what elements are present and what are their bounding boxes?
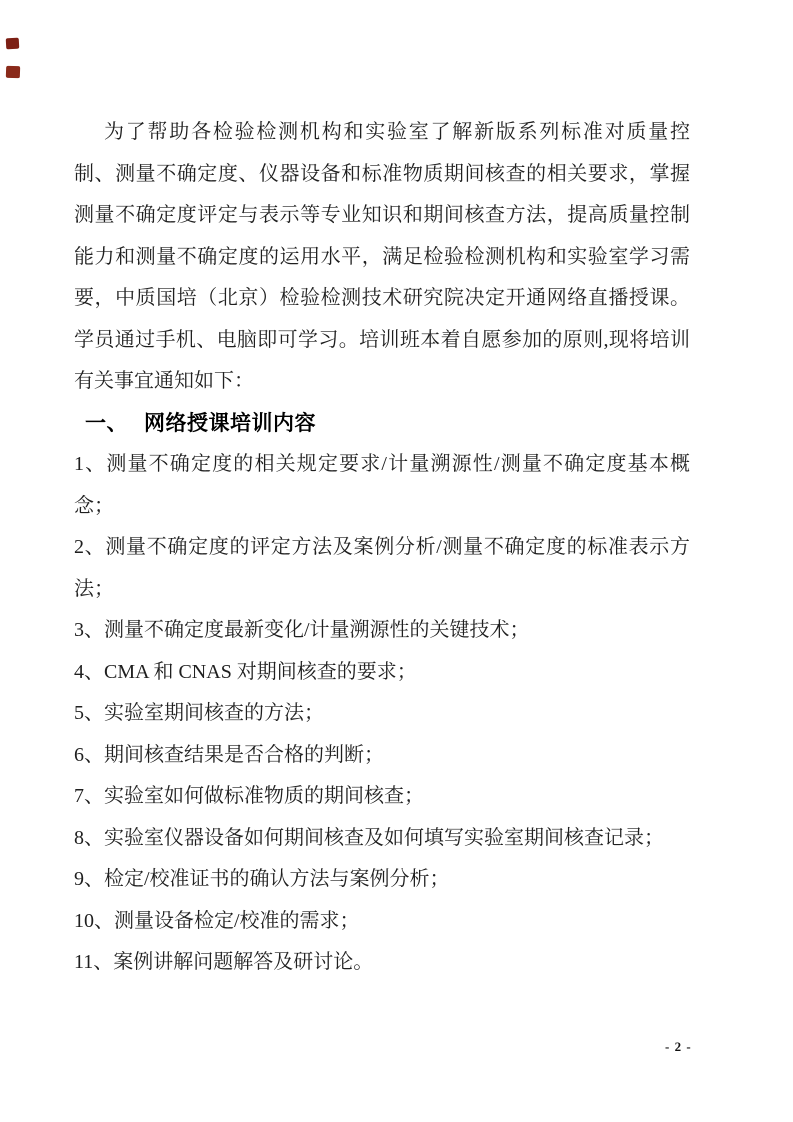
item-line: 4、CMA 和 CNAS 对期间核查的要求； [74, 660, 417, 683]
item-line: 10、测量设备检定/校准的需求； [74, 909, 360, 932]
section-number: 一、 [85, 411, 128, 435]
intro-line: 能力和测量不确定度的运用水平，满足检验检测机构和实验室学习需 [74, 245, 690, 268]
scan-artifact-mark [6, 66, 20, 78]
section-title: 网络授课培训内容 [144, 411, 316, 435]
intro-paragraph [74, 112, 690, 403]
intro-line: 要，中质国培（北京）检验检测技术研究院决定开通网络直播授课。 [74, 287, 690, 309]
item-line: 5、实验室期间核查的方法； [74, 702, 324, 724]
section-heading [74, 403, 690, 445]
item-line: 8、实验室仪器设备如何期间核查及如何填写实验室期间核查记录； [74, 826, 664, 849]
item-line: 11、案例讲解问题解答及研讨论。 [74, 951, 374, 973]
item-line: 6、期间核查结果是否合格的判断； [74, 743, 384, 766]
document-body [74, 112, 690, 984]
item-line: 2、测量不确定度的评定方法及案例分析/测量不确定度的标准表示方 [74, 536, 690, 558]
intro-line: 为了帮助各检验检测机构和实验室了解新版系列标准对质量控 [104, 121, 690, 143]
item-line: 法； [74, 577, 114, 600]
intro-line: 制、测量不确定度、仪器设备和标准物质期间核查的相关要求，掌握 [74, 162, 690, 185]
page-number: - 2 - [665, 1039, 692, 1054]
scan-artifact-mark [6, 38, 20, 50]
training-items-list [74, 444, 690, 984]
item-line: 9、检定/校准证书的确认方法与案例分析； [74, 868, 450, 890]
intro-line: 有关事宜通知如下： [74, 370, 254, 392]
intro-line: 学员通过手机、电脑即可学习。培训班本着自愿参加的原则,现将培训 [74, 328, 690, 351]
item-line: 3、测量不确定度最新变化/计量溯源性的关键技术； [74, 619, 530, 641]
item-line: 7、实验室如何做标准物质的期间核查； [74, 785, 424, 807]
intro-line: 测量不确定度评定与表示等专业知识和期间核查方法，提高质量控制 [74, 204, 690, 226]
item-line: 1、测量不确定度的相关规定要求/计量溯源性/测量不确定度基本概 [74, 453, 690, 475]
item-line: 念； [74, 494, 114, 517]
